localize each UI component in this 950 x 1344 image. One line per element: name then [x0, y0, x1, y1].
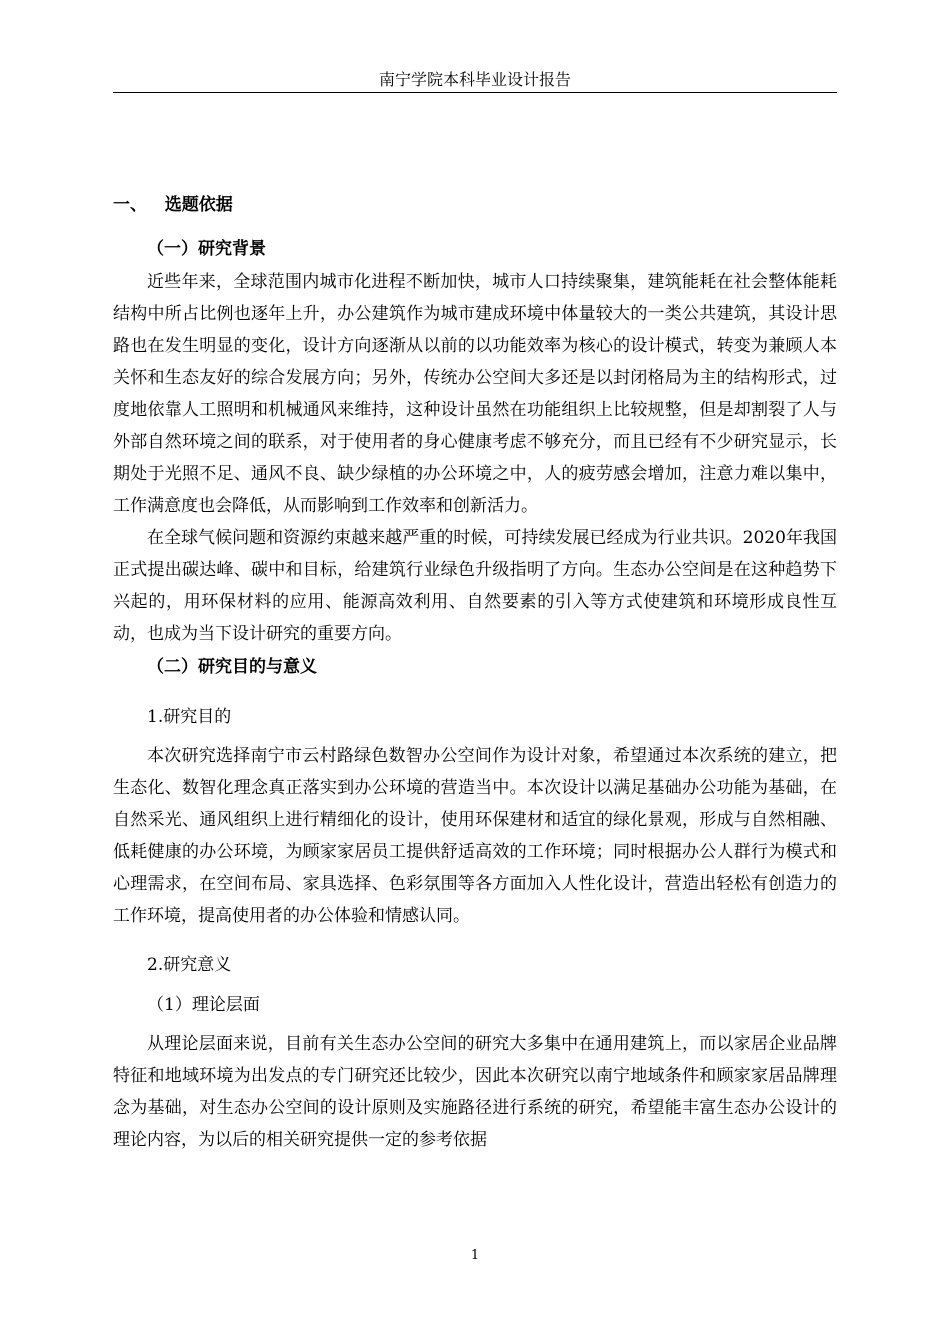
- purpose-paragraph: 本次研究选择南宁市云村路绿色数智办公空间作为设计对象，希望通过本次系统的建立，把生态化、数智化理念真正落实到办公环境的营造当中。本次设计以满足基础办公功能为基础，在自然采光、通风组织上进行精细化的设计，使用环保建材和适宜的绿化景观，形成与自然相融、低耗健康的办公环境，为顾家家居员工提供舒适高效的工作环境；同时根据办公人群行为模式和心理需求，在空间布局、家具选择、色彩氛围等各方面加入人性化设计，营造出轻松有创造力的工作环境，提高使用者的办公体验和情感认同。: [113, 746, 837, 926]
- header-rule: [113, 92, 837, 93]
- page-header: 南宁学院本科毕业设计报告: [378, 70, 571, 89]
- page-number: 1: [470, 1248, 480, 1263]
- item-heading-theoretical-level: （1）理论层面: [147, 995, 260, 1015]
- theoretical-paragraph: 从理论层面来说，目前有关生态办公空间的研究大多集中在通用建筑上，而以家居企业品牌特征和地域环境为出发点的专门研究还比较少，因此本次研究以南宁地域条件和顾家家居品牌理念为基础，对生态办公空间的设计原则及实施路径进行系统的研究，希望能丰富生态办公设计的理论内容，为以后的相关研究提供一定的参考依据: [113, 1034, 837, 1150]
- item-heading-research-significance: 2.研究意义: [147, 955, 232, 975]
- background-paragraph-1: 近些年来，全球范围内城市化进程不断加快，城市人口持续聚集，建筑能耗在社会整体能耗结构中所占比例也逐年上升，办公建筑作为城市建成环境中体量较大的一类公共建筑，其设计思路也在发生明显的变化，设计方向逐渐从以前的以功能效率为核心的设计模式，转变为兼顾人本关怀和生态友好的综合发展方向；另外，传统办公空间大多还是以封闭格局为主的结构形式，过度地依靠人工照明和机械通风来维持，这种设计虽然在功能组织上比较规整，但是却割裂了人与外部自然环境之间的联系，对于使用者的身心健康考虑不够充分，而且已经有不少研究显示，长期处于光照不足、通风不良、缺少绿植的办公环境之中，人的疲劳感会增加，注意力难以集中，工作满意度也会降低，从而影响到工作效率和创新活力。: [113, 272, 837, 516]
- item-heading-research-purpose: 1.研究目的: [147, 707, 232, 727]
- subsection-heading-research-background: （一）研究背景: [147, 239, 266, 259]
- background-paragraph-2: 在全球气候问题和资源约束越来越严重的时候，可持续发展已经成为行业共识。2020年我国正式提出碳达峰、碳中和目标，给建筑行业绿色升级指明了方向。生态办公空间是在这种趋势下兴起的，用环保材料的应用、能源高效利用、自然要素的引入等方式使建筑和环境形成良性互动，也成为当下设计研究的重要方向。: [113, 528, 837, 644]
- subsection-heading-purpose-significance: （二）研究目的与意义: [147, 657, 317, 677]
- section-heading-selection-basis: 一、 选题依据: [113, 195, 233, 215]
- document-body: [113, 188, 837, 1156]
